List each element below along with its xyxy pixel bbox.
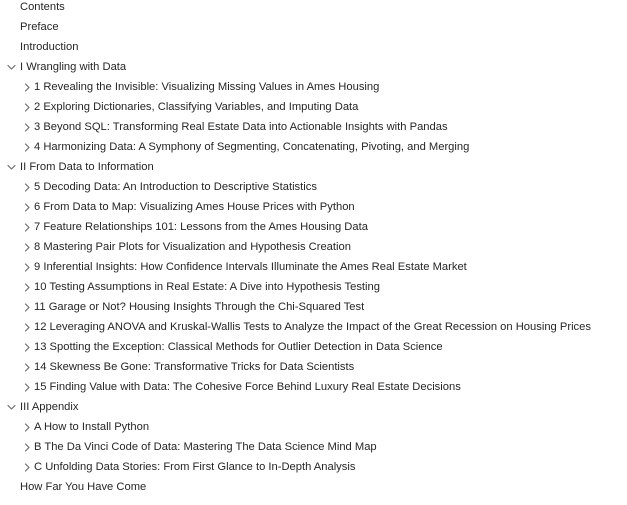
chevron-right-icon[interactable] xyxy=(21,177,33,197)
chevron-right-icon[interactable] xyxy=(21,277,33,297)
toc-item-label: How Far You Have Come xyxy=(20,481,147,493)
chevron-right-icon[interactable] xyxy=(21,437,33,457)
toc-chapter-label: B The Da Vinci Code of Data: Mastering The Data Science Mind Map xyxy=(34,441,377,453)
toc-chapter-label: 13 Spotting the Exception: Classical Methods for Outlier Detection in Data Science xyxy=(34,341,443,353)
toc-chapter-label: 7 Feature Relationships 101: Lessons from the Ames Housing Data xyxy=(34,221,368,233)
chevron-right-icon[interactable] xyxy=(21,77,33,97)
toc-item-contents[interactable] xyxy=(0,0,627,20)
toc-chapter-label: 14 Skewness Be Gone: Transformative Tricks for Data Scientists xyxy=(34,361,355,373)
toc-chapter-label: 1 Revealing the Invisible: Visualizing Missing Values in Ames Housing xyxy=(34,81,380,93)
chevron-right-icon[interactable] xyxy=(21,217,33,237)
toc-chapter-label: A How to Install Python xyxy=(34,421,150,433)
chevron-right-icon[interactable] xyxy=(21,297,33,317)
toc-chapter-label: 9 Inferential Insights: How Confidence Intervals Illuminate the Ames Real Estate Market xyxy=(34,261,467,273)
chevron-right-icon[interactable] xyxy=(21,337,33,357)
chevron-right-icon[interactable] xyxy=(21,237,33,257)
toc-chapter-label: 12 Leveraging ANOVA and Kruskal-Wallis Tests to Analyze the Impact of the Great Recession on Housing Prices xyxy=(34,321,591,333)
chevron-right-icon[interactable] xyxy=(21,417,33,437)
toc-chapter-label: 6 From Data to Map: Visualizing Ames House Prices with Python xyxy=(34,201,355,213)
toc-chapter-label: 2 Exploring Dictionaries, Classifying Variables, and Imputing Data xyxy=(34,101,359,113)
chevron-right-icon[interactable] xyxy=(21,117,33,137)
toc-item-label: Preface xyxy=(20,21,59,33)
toc-item-label: Contents xyxy=(20,1,65,13)
toc-item-how-far-you-have-come[interactable] xyxy=(0,480,627,500)
toc-part-label: III Appendix xyxy=(20,401,79,413)
toc-chapter-label: 11 Garage or Not? Housing Insights Through the Chi-Squared Test xyxy=(34,301,365,313)
toc-item-label: Introduction xyxy=(20,41,79,53)
chevron-right-icon[interactable] xyxy=(21,377,33,397)
toc-chapter-label: 4 Harmonizing Data: A Symphony of Segmenting, Concatenating, Pivoting, and Merging xyxy=(34,141,470,153)
chevron-right-icon[interactable] xyxy=(21,97,33,117)
chevron-right-icon[interactable] xyxy=(21,257,33,277)
toc-chapter-label: 5 Decoding Data: An Introduction to Descriptive Statistics xyxy=(34,181,317,193)
toc-chapter-label: C Unfolding Data Stories: From First Glance to In-Depth Analysis xyxy=(34,461,356,473)
toc-chapter-label: 10 Testing Assumptions in Real Estate: A Dive into Hypothesis Testing xyxy=(34,281,380,293)
toc-chapter-label: 3 Beyond SQL: Transforming Real Estate Data into Actionable Insights with Pandas xyxy=(34,121,448,133)
chevron-down-icon[interactable] xyxy=(5,397,17,417)
toc-chapter-label: 8 Mastering Pair Plots for Visualization and Hypothesis Creation xyxy=(34,241,351,253)
chevron-right-icon[interactable] xyxy=(21,357,33,377)
toc-chapter-label: 15 Finding Value with Data: The Cohesive Force Behind Luxury Real Estate Decisions xyxy=(34,381,461,393)
toc-chapter-15[interactable] xyxy=(0,380,627,400)
chevron-right-icon[interactable] xyxy=(21,137,33,157)
chevron-right-icon[interactable] xyxy=(21,317,33,337)
chevron-right-icon[interactable] xyxy=(21,457,33,477)
toc-item-preface[interactable] xyxy=(0,20,627,40)
toc-part-label: II From Data to Information xyxy=(20,161,154,173)
toc-part-label: I Wrangling with Data xyxy=(20,61,127,73)
chevron-down-icon[interactable] xyxy=(5,57,17,77)
chevron-down-icon[interactable] xyxy=(5,157,17,177)
chevron-right-icon[interactable] xyxy=(21,197,33,217)
